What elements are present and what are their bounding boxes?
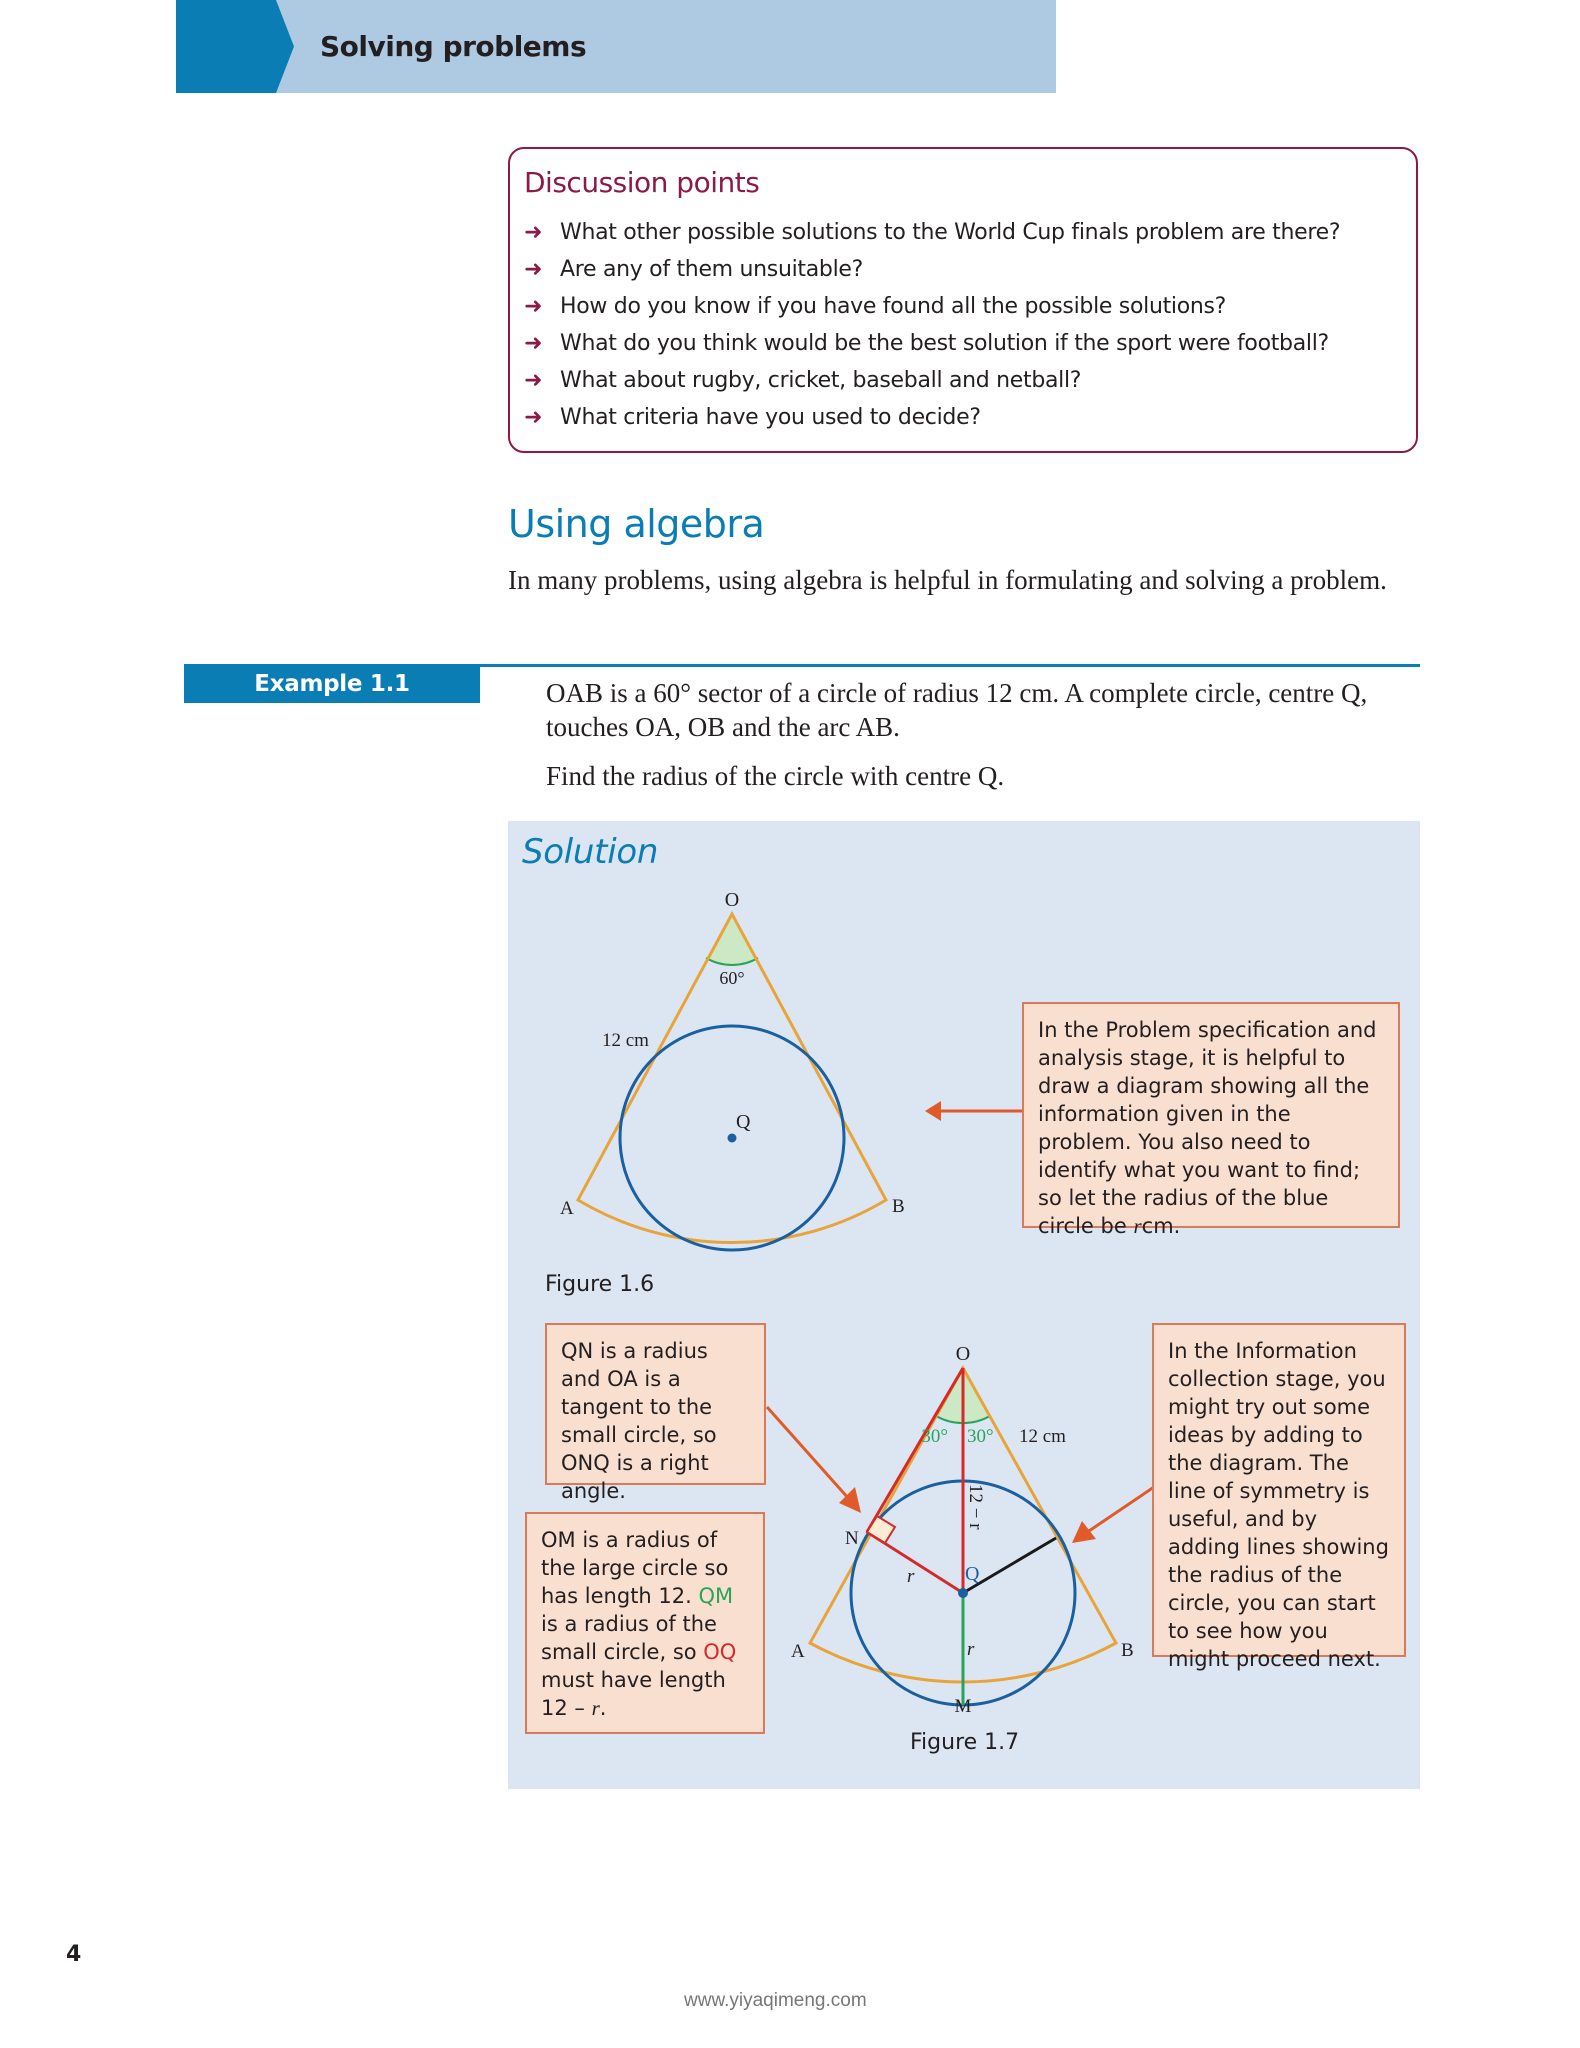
label-angle-right: 30° [967,1426,994,1447]
arrow-right-icon: ➜ [524,368,543,393]
figure-1-6-diagram [540,880,940,1270]
arrow-right-icon: ➜ [524,220,543,245]
example-text [546,676,1416,808]
label-b: B [892,1196,905,1217]
label-n: N [845,1528,859,1549]
arrow-right-icon: ➜ [524,294,543,319]
note-radius-length: OM is a radius of the large circle so has length 12. QM is a radius of the small circle, so OQ must have length 12 – r. [525,1512,765,1734]
label-angle-left: 30° [921,1426,948,1447]
label-a: A [560,1198,574,1219]
figure-caption: Figure 1.6 [545,1272,655,1297]
label-a: A [791,1641,805,1662]
label-radius: 12 cm [602,1030,649,1051]
label-radius: 12 cm [1019,1426,1066,1447]
label-m: M [954,1696,972,1717]
label-o: O [724,889,740,911]
arrow-right-icon: ➜ [524,405,543,430]
discussion-title: Discussion points [524,166,760,199]
arrow-left-icon [925,1098,1025,1124]
figure-caption: Figure 1.7 [910,1730,1020,1755]
example-question: Find the radius of the circle with centre Q. [546,761,1005,791]
watermark: www.yiyaqimeng.com [684,1990,867,2011]
arrow-right-icon: ➜ [524,331,543,356]
intro-paragraph: In many problems, using algebra is helpful in formulating and solving a problem. [508,565,1387,595]
label-o: O [955,1343,971,1365]
solution-title: Solution [522,832,659,872]
page-number: 4 [66,1942,82,1967]
discussion-item: ➜ What do you think would be the best solution if the sport were football? [524,331,1329,356]
section-title: Solving problems [320,30,587,63]
chevron-tab-icon [176,0,324,93]
section-heading: Using algebra [508,502,765,546]
discussion-item: ➜ How do you know if you have found all the possible solutions? [524,294,1227,319]
arrow-right-icon: ➜ [524,257,543,282]
label-qm: r [967,1639,975,1660]
discussion-list [524,214,1340,436]
example-label: Example 1.1 [184,664,480,703]
example-paragraph: OAB is a 60° sector of a circle of radius 12 cm. A complete circle, centre Q, touches OA, OB and the arc AB. [546,678,1368,742]
label-b: B [1121,1640,1134,1661]
arrow-down-left-icon [1070,1485,1154,1555]
example-rule [480,664,1420,667]
discussion-item: ➜ Are any of them unsuitable? [524,257,864,282]
arrow-down-right-icon [765,1405,865,1515]
label-qn: r [907,1566,915,1587]
label-q: Q [965,1563,980,1585]
label-oq: 12 − r [965,1484,986,1530]
label-q: Q [736,1111,751,1133]
note-problem-specification: In the Problem specification and analysis stage, it is helpful to draw a diagram showing all the information given in the problem. You also need to identify what you want to find; so let the radius of the blue circle be rcm. [1022,1002,1400,1228]
discussion-item: ➜ What about rugby, cricket, baseball and netball? [524,368,1082,393]
note-information-collection: In the Information collection stage, you might try out some ideas by adding to the diagram. The line of symmetry is useful, and by adding lines showing the radius of the circle, you can start to see how you might proceed next. [1152,1323,1406,1657]
discussion-item: ➜ What other possible solutions to the World Cup finals problem are there? [524,220,1341,245]
label-angle: 60° [719,968,745,988]
discussion-item: ➜ What criteria have you used to decide? [524,405,981,430]
note-tangent: QN is a radius and OA is a tangent to the small circle, so ONQ is a right angle. [545,1323,766,1485]
